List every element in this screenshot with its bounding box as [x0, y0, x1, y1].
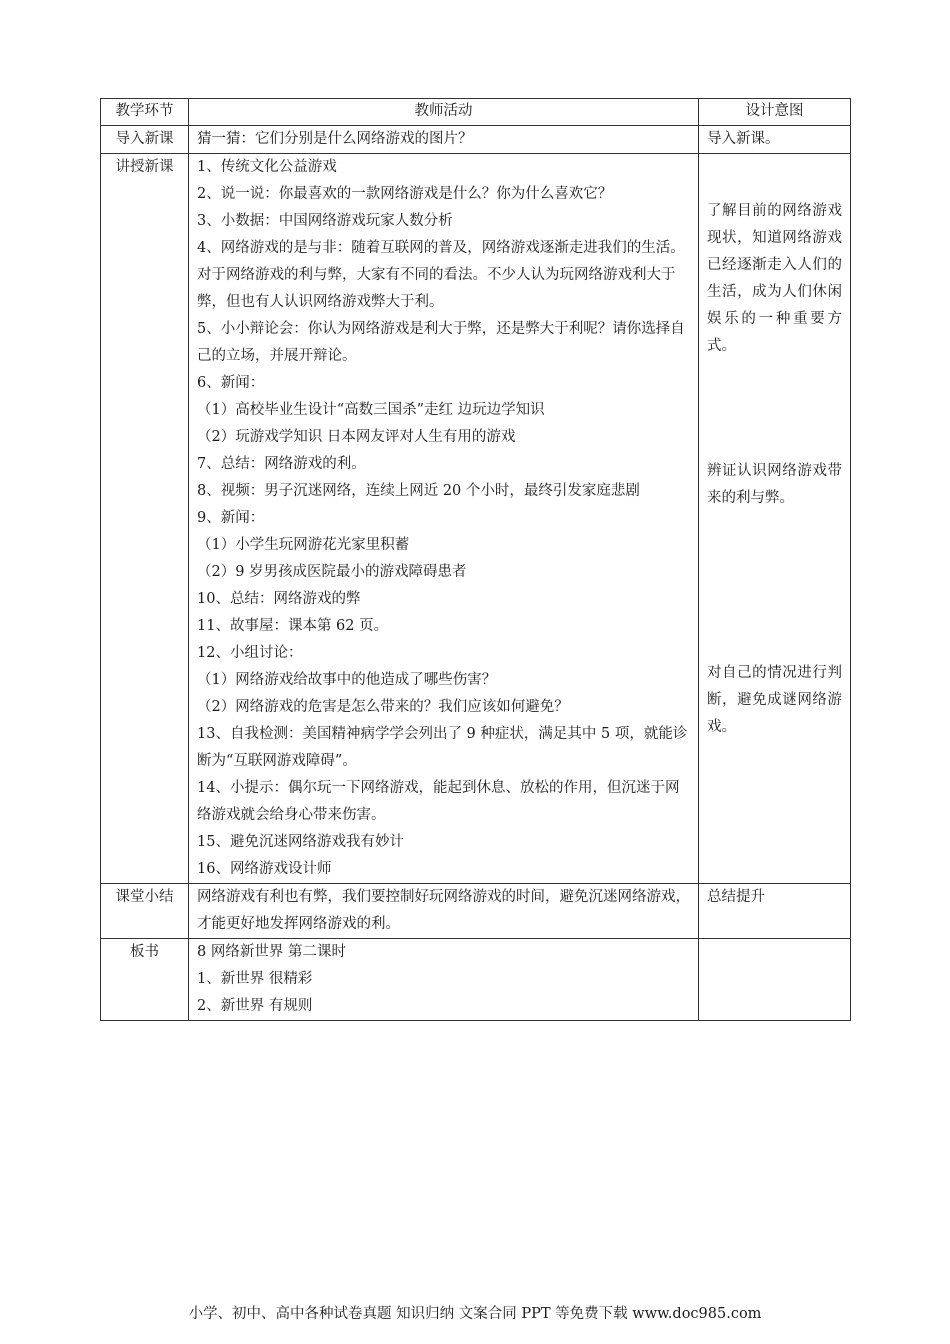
activity-line: （1）小学生玩网游花光家里积蓄 — [197, 537, 410, 553]
activity-paragraph: 14、小提示：偶尔玩一下网络游戏，能起到休息、放松的作用，但沉迷于网络游戏就会给身心带来伤害。 — [197, 780, 680, 823]
header-intent: 设计意图 — [699, 99, 851, 126]
activity-line: 1、新世界 很精彩 — [197, 971, 313, 987]
activity-line: （2）9 岁男孩成医院最小的游戏障碍患者 — [197, 564, 467, 580]
intent-text: 总结提升 — [707, 889, 765, 905]
activity-paragraph: 13、自我检测：美国精神病学学会列出了 9 种症状，满足其中 5 项，就能诊断为“互联网游戏障碍”。 — [197, 726, 688, 769]
stage-cell: 导入新课 — [101, 126, 189, 154]
intent-cell — [699, 126, 851, 154]
table-row-teaching — [101, 154, 851, 884]
header-activity: 教师活动 — [189, 99, 699, 126]
activity-line: （2）网络游戏的危害是怎么带来的？我们应该如何避免？ — [197, 699, 569, 715]
activity-line: 猜一猜：它们分别是什么网络游戏的图片？ — [197, 131, 473, 147]
intent-text: 辨证认识网络游戏带来的利与弊。 — [707, 463, 842, 506]
activity-line: 8 网络新世界 第二课时 — [197, 944, 346, 960]
activity-line: 2、说一说：你最喜欢的一款网络游戏是什么？你为什么喜欢它？ — [197, 186, 613, 202]
intent-text: 了解目前的网络游戏现状，知道网络游戏已经逐渐走入人们的生活，成为人们休闲娱乐的一种重要方式。 — [707, 203, 842, 354]
activity-line: 6、新闻： — [197, 375, 265, 391]
activity-paragraph: 网络游戏有利也有弊，我们要控制好玩网络游戏的时间，避免沉迷网络游戏，才能更好地发挥网络游戏的利。 — [197, 889, 690, 932]
table-row-intro — [101, 126, 851, 154]
activity-line: 12、小组讨论： — [197, 645, 303, 661]
stage-cell: 讲授新课 — [101, 154, 189, 884]
intent-text: 对自己的情况进行判断，避免成谜网络游戏。 — [707, 665, 842, 735]
table-row-board — [101, 939, 851, 1021]
activity-line: 11、故事屋：课本第 62 页。 — [197, 618, 389, 634]
activity-line: （2）玩游戏学知识 日本网友评对人生有用的游戏 — [197, 429, 516, 445]
activity-cell — [189, 154, 699, 884]
intent-cell — [699, 939, 851, 1021]
activity-line: （1）网络游戏给故事中的他造成了哪些伤害？ — [197, 672, 497, 688]
header-stage: 教学环节 — [101, 99, 189, 126]
activity-line: 2、新世界 有规则 — [197, 998, 313, 1014]
activity-line: 7、总结：网络游戏的利。 — [197, 456, 366, 472]
activity-line: 3、小数据：中国网络游戏玩家人数分析 — [197, 213, 453, 229]
activity-paragraph: 4、网络游戏的是与非：随着互联网的普及，网络游戏逐渐走进我们的生活。对于网络游戏的利与弊，大家有不同的看法。不少人认为玩网络游戏利大于弊，但也有人认识网络游戏弊大于利。 — [197, 240, 685, 310]
activity-line: 10、总结：网络游戏的弊 — [197, 591, 361, 607]
activity-line: 16、网络游戏设计师 — [197, 861, 332, 877]
intent-cell — [699, 884, 851, 939]
activity-cell — [189, 939, 699, 1021]
stage-cell: 板书 — [101, 939, 189, 1021]
activity-line: 15、避免沉迷网络游戏我有妙计 — [197, 834, 404, 850]
header-row — [101, 99, 851, 126]
table-row-summary — [101, 884, 851, 939]
activity-line: 9、新闻： — [197, 510, 265, 526]
activity-paragraph: 5、小小辩论会：你认为网络游戏是利大于弊，还是弊大于利呢？请你选择自己的立场，并展开辩论。 — [197, 321, 685, 364]
stage-cell: 课堂小结 — [101, 884, 189, 939]
activity-cell — [189, 884, 699, 939]
intent-cell — [699, 154, 851, 884]
lesson-plan-table — [100, 98, 851, 1021]
activity-cell — [189, 126, 699, 154]
activity-paragraph: 8、视频：男子沉迷网络，连续上网近 20 个小时，最终引发家庭悲剧 — [197, 483, 640, 499]
page-footer: 小学、初中、高中各种试卷真题 知识归纳 文案合同 PPT 等免费下载 www.doc985.com — [188, 1306, 762, 1322]
intent-text: 导入新课。 — [707, 131, 780, 147]
activity-line: （1）高校毕业生设计“高数三国杀”走红 边玩边学知识 — [197, 402, 545, 418]
activity-line: 1、传统文化公益游戏 — [197, 159, 337, 175]
